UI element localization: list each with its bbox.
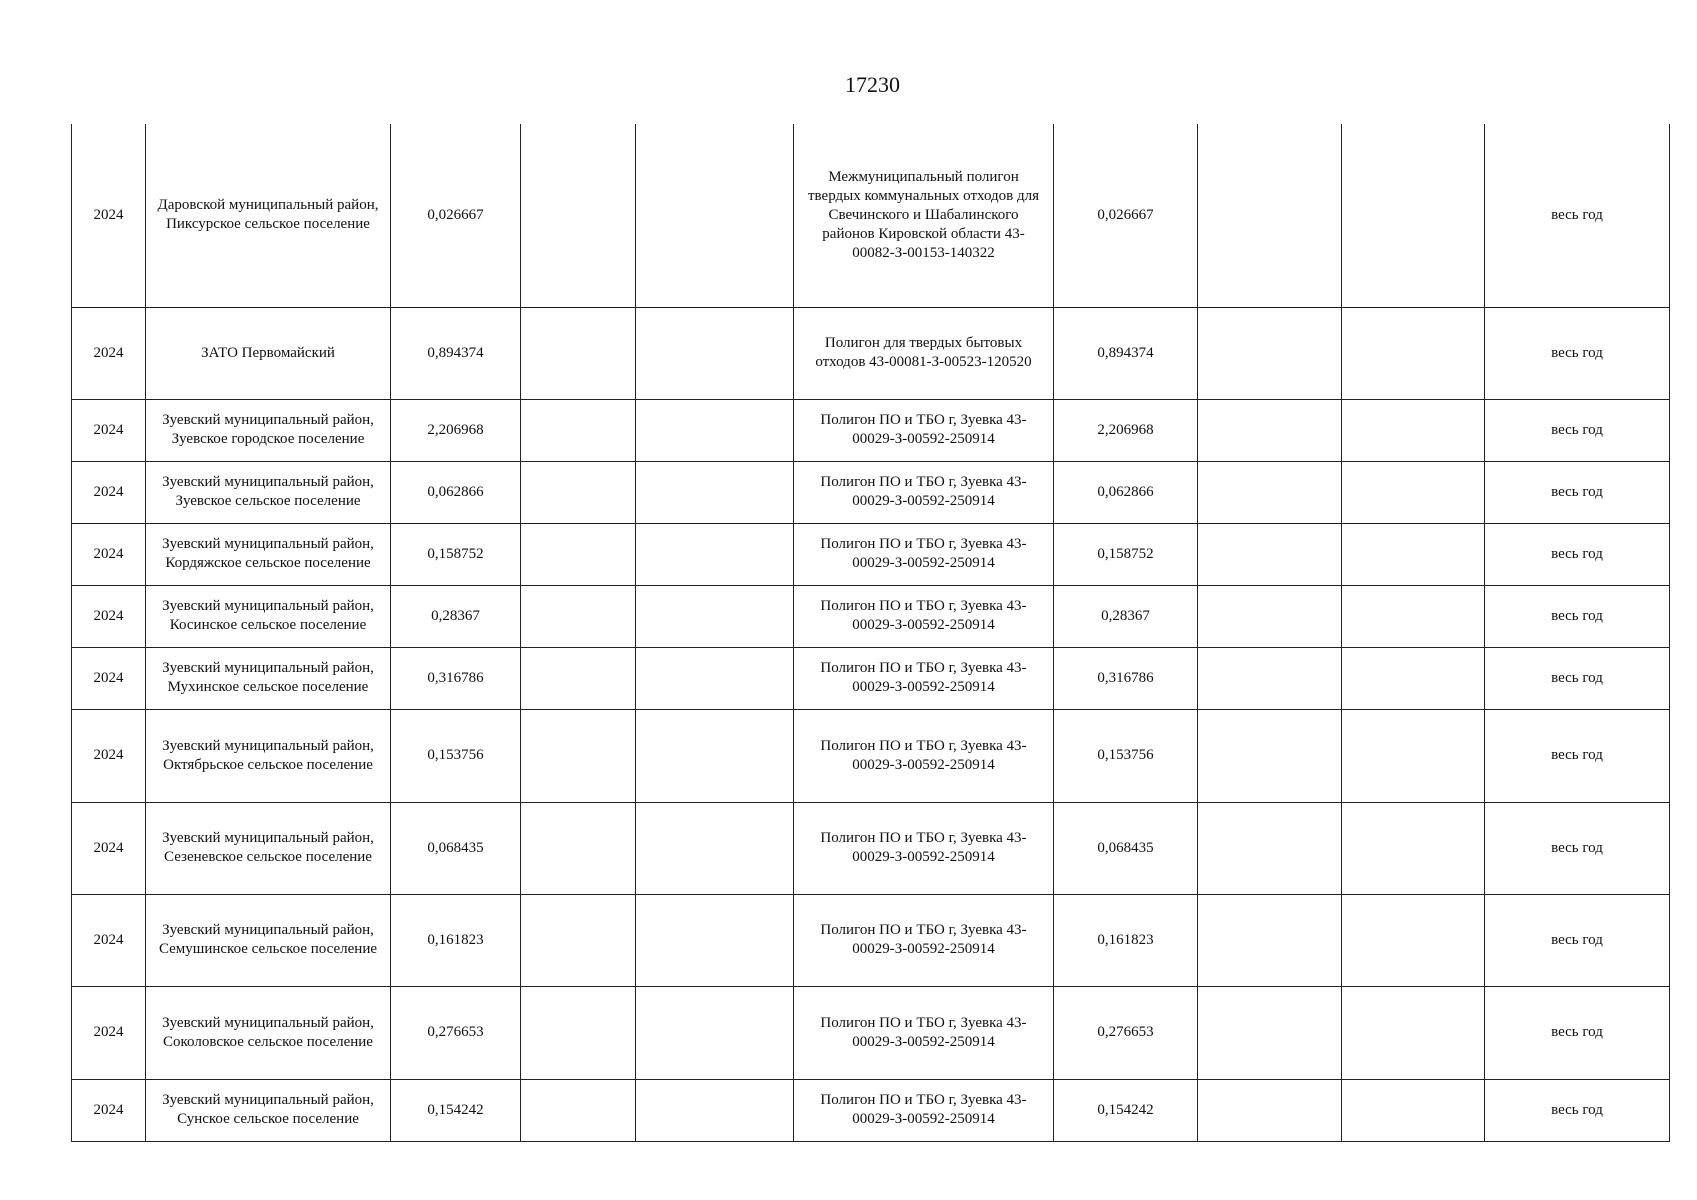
facility-mass-cell: 0,161823 (1054, 894, 1198, 986)
period-cell: весь год (1485, 647, 1670, 709)
facility-cell: Полигон ПО и ТБО г, Зуевка 43-00029-З-00592-250914 (794, 585, 1054, 647)
territory-cell: Зуевский муниципальный район, Семушинское сельское поселение (146, 894, 391, 986)
table-row (72, 307, 1670, 399)
table-row (72, 399, 1670, 461)
facility-cell: Полигон ПО и ТБО г, Зуевка 43-00029-З-00592-250914 (794, 986, 1054, 1079)
empty-cell (1342, 709, 1485, 802)
empty-cell (1342, 307, 1485, 399)
table-row (72, 585, 1670, 647)
period-cell: весь год (1485, 1079, 1670, 1141)
empty-cell (636, 585, 794, 647)
facility-mass-cell: 0,316786 (1054, 647, 1198, 709)
year-cell: 2024 (72, 709, 146, 802)
empty-cell (521, 523, 636, 585)
mass-cell: 0,316786 (391, 647, 521, 709)
year-cell: 2024 (72, 894, 146, 986)
table-row (72, 802, 1670, 894)
table-row (72, 647, 1670, 709)
facility-mass-cell: 0,894374 (1054, 307, 1198, 399)
empty-cell (1342, 894, 1485, 986)
year-cell: 2024 (72, 523, 146, 585)
empty-cell (636, 523, 794, 585)
territory-cell: Зуевский муниципальный район, Сунское сельское поселение (146, 1079, 391, 1141)
territory-cell: Зуевский муниципальный район, Зуевское сельское поселение (146, 461, 391, 523)
year-cell: 2024 (72, 647, 146, 709)
territory-cell: Зуевский муниципальный район, Мухинское сельское поселение (146, 647, 391, 709)
empty-cell (636, 894, 794, 986)
period-cell: весь год (1485, 461, 1670, 523)
table-row (72, 1079, 1670, 1141)
empty-cell (1198, 1079, 1342, 1141)
table-row (72, 461, 1670, 523)
period-cell: весь год (1485, 585, 1670, 647)
mass-cell: 0,161823 (391, 894, 521, 986)
waste-flow-table (71, 124, 1670, 1142)
year-cell: 2024 (72, 1079, 146, 1141)
territory-cell: Зуевский муниципальный район, Косинское сельское поселение (146, 585, 391, 647)
empty-cell (1198, 894, 1342, 986)
facility-mass-cell: 0,158752 (1054, 523, 1198, 585)
empty-cell (1198, 523, 1342, 585)
period-cell: весь год (1485, 399, 1670, 461)
facility-mass-cell: 0,026667 (1054, 124, 1198, 307)
empty-cell (1198, 307, 1342, 399)
mass-cell: 0,068435 (391, 802, 521, 894)
empty-cell (1198, 802, 1342, 894)
empty-cell (1342, 986, 1485, 1079)
facility-mass-cell: 2,206968 (1054, 399, 1198, 461)
facility-mass-cell: 0,062866 (1054, 461, 1198, 523)
year-cell: 2024 (72, 307, 146, 399)
table-row (72, 124, 1670, 307)
period-cell: весь год (1485, 709, 1670, 802)
empty-cell (1342, 124, 1485, 307)
territory-cell: Зуевский муниципальный район, Октябрьское сельское поселение (146, 709, 391, 802)
facility-cell: Межмуниципальный полигон твердых коммунальных отходов для Свечинского и Шабалинского районов Кировской области 43-00082-З-00153-140322 (794, 124, 1054, 307)
facility-cell: Полигон ПО и ТБО г, Зуевка 43-00029-З-00592-250914 (794, 709, 1054, 802)
mass-cell: 0,153756 (391, 709, 521, 802)
empty-cell (1198, 399, 1342, 461)
table-row (72, 709, 1670, 802)
mass-cell: 0,154242 (391, 1079, 521, 1141)
empty-cell (1198, 585, 1342, 647)
empty-cell (521, 986, 636, 1079)
empty-cell (1342, 802, 1485, 894)
empty-cell (521, 585, 636, 647)
empty-cell (636, 802, 794, 894)
facility-mass-cell: 0,068435 (1054, 802, 1198, 894)
empty-cell (636, 647, 794, 709)
year-cell: 2024 (72, 986, 146, 1079)
empty-cell (636, 461, 794, 523)
territory-cell: Даровской муниципальный район, Пиксурское сельское поселение (146, 124, 391, 307)
empty-cell (1342, 585, 1485, 647)
empty-cell (1198, 461, 1342, 523)
empty-cell (1198, 647, 1342, 709)
empty-cell (521, 894, 636, 986)
empty-cell (636, 124, 794, 307)
empty-cell (521, 461, 636, 523)
mass-cell: 0,158752 (391, 523, 521, 585)
mass-cell: 0,894374 (391, 307, 521, 399)
mass-cell: 0,28367 (391, 585, 521, 647)
territory-cell: ЗАТО Первомайский (146, 307, 391, 399)
empty-cell (521, 802, 636, 894)
empty-cell (521, 647, 636, 709)
table-row (72, 894, 1670, 986)
facility-cell: Полигон ПО и ТБО г, Зуевка 43-00029-З-00592-250914 (794, 1079, 1054, 1141)
empty-cell (1342, 647, 1485, 709)
mass-cell: 0,062866 (391, 461, 521, 523)
period-cell: весь год (1485, 307, 1670, 399)
facility-mass-cell: 0,276653 (1054, 986, 1198, 1079)
facility-cell: Полигон ПО и ТБО г, Зуевка 43-00029-З-00592-250914 (794, 647, 1054, 709)
period-cell: весь год (1485, 894, 1670, 986)
empty-cell (521, 399, 636, 461)
empty-cell (636, 986, 794, 1079)
empty-cell (521, 1079, 636, 1141)
year-cell: 2024 (72, 399, 146, 461)
empty-cell (1342, 1079, 1485, 1141)
period-cell: весь год (1485, 802, 1670, 894)
empty-cell (636, 399, 794, 461)
facility-cell: Полигон ПО и ТБО г, Зуевка 43-00029-З-00592-250914 (794, 894, 1054, 986)
period-cell: весь год (1485, 523, 1670, 585)
table-row (72, 986, 1670, 1079)
mass-cell: 2,206968 (391, 399, 521, 461)
year-cell: 2024 (72, 802, 146, 894)
page-number: 17230 (845, 72, 900, 97)
period-cell: весь год (1485, 124, 1670, 307)
territory-cell: Зуевский муниципальный район, Кордяжское сельское поселение (146, 523, 391, 585)
year-cell: 2024 (72, 461, 146, 523)
territory-cell: Зуевский муниципальный район, Зуевское городское поселение (146, 399, 391, 461)
empty-cell (636, 1079, 794, 1141)
empty-cell (1198, 124, 1342, 307)
facility-mass-cell: 0,154242 (1054, 1079, 1198, 1141)
empty-cell (521, 124, 636, 307)
facility-cell: Полигон ПО и ТБО г, Зуевка 43-00029-З-00592-250914 (794, 461, 1054, 523)
empty-cell (636, 709, 794, 802)
mass-cell: 0,026667 (391, 124, 521, 307)
mass-cell: 0,276653 (391, 986, 521, 1079)
facility-mass-cell: 0,28367 (1054, 585, 1198, 647)
facility-cell: Полигон ПО и ТБО г, Зуевка 43-00029-З-00592-250914 (794, 802, 1054, 894)
year-cell: 2024 (72, 585, 146, 647)
period-cell: весь год (1485, 986, 1670, 1079)
empty-cell (521, 709, 636, 802)
facility-mass-cell: 0,153756 (1054, 709, 1198, 802)
empty-cell (636, 307, 794, 399)
empty-cell (521, 307, 636, 399)
table-row (72, 523, 1670, 585)
empty-cell (1342, 461, 1485, 523)
territory-cell: Зуевский муниципальный район, Сезеневское сельское поселение (146, 802, 391, 894)
year-cell: 2024 (72, 124, 146, 307)
empty-cell (1198, 986, 1342, 1079)
territory-cell: Зуевский муниципальный район, Соколовское сельское поселение (146, 986, 391, 1079)
facility-cell: Полигон ПО и ТБО г, Зуевка 43-00029-З-00592-250914 (794, 399, 1054, 461)
facility-cell: Полигон ПО и ТБО г, Зуевка 43-00029-З-00592-250914 (794, 523, 1054, 585)
empty-cell (1342, 399, 1485, 461)
empty-cell (1198, 709, 1342, 802)
empty-cell (1342, 523, 1485, 585)
facility-cell: Полигон для твердых бытовых отходов 43-00081-З-00523-120520 (794, 307, 1054, 399)
